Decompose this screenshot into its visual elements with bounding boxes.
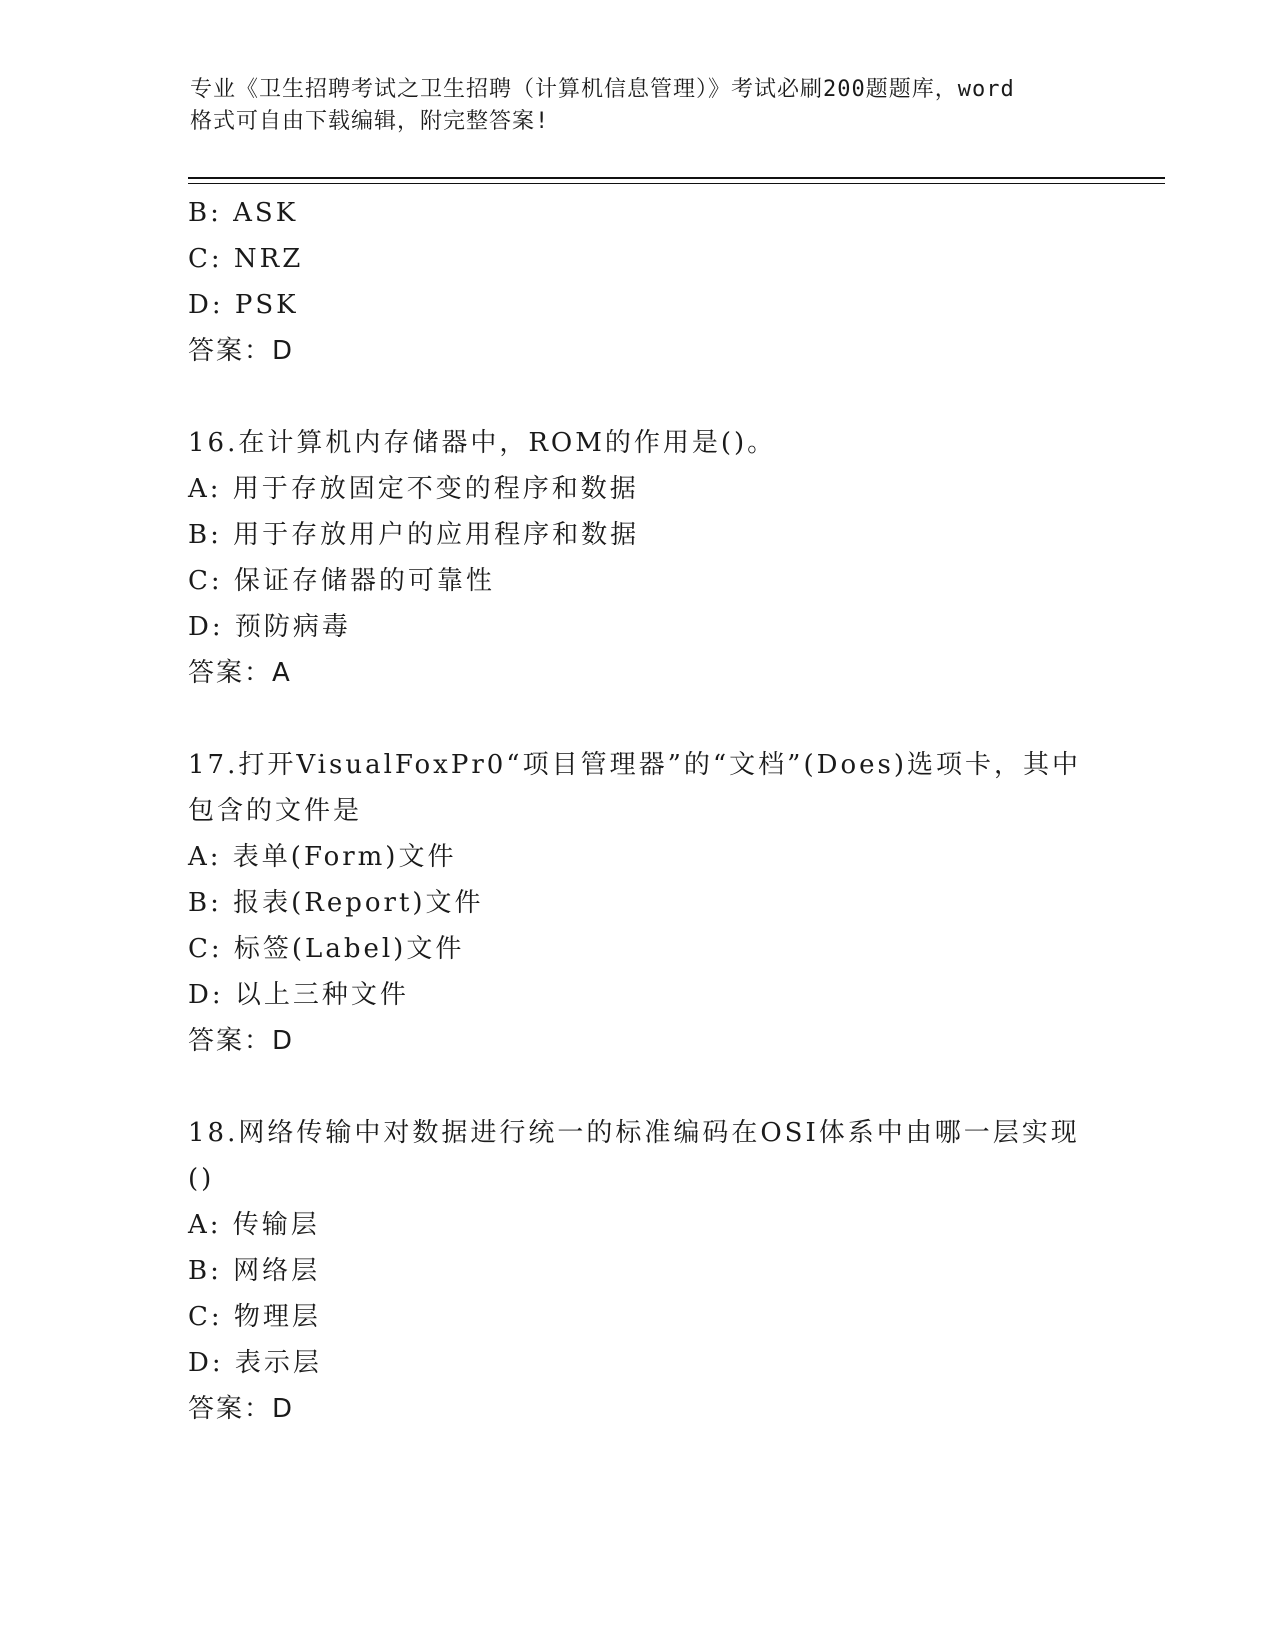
spacer (188, 374, 1088, 420)
option-d: D: 表示层 (188, 1348, 322, 1378)
header-rule-thick (188, 177, 1165, 179)
option-b: B: 报表(Report)文件 (188, 888, 484, 918)
question-18 (188, 1110, 1088, 1432)
spacer (188, 1064, 1088, 1110)
answer: 答案：A (188, 658, 292, 688)
option-b: B: ASK (188, 198, 299, 228)
spacer (188, 696, 1088, 742)
option-a: A: 表单(Form)文件 (188, 842, 457, 872)
question-17 (188, 742, 1088, 1064)
answer: 答案：D (188, 336, 295, 366)
option-c: C: 物理层 (188, 1302, 321, 1332)
option-b: B: 网络层 (188, 1256, 321, 1286)
option-c: C: 标签(Label)文件 (188, 934, 465, 964)
question-16 (188, 420, 1088, 696)
header-line-1: 专业《卫生招聘考试之卫生招聘（计算机信息管理）》考试必刷200题题库，word (190, 77, 1015, 102)
answer: 答案：D (188, 1026, 295, 1056)
header-line-2: 格式可自由下载编辑，附完整答案! (190, 109, 550, 134)
option-b: B: 用于存放用户的应用程序和数据 (188, 520, 640, 550)
question-list (188, 190, 1088, 1432)
question-stem-line-2: () (188, 1164, 215, 1194)
question-stem-line-2: 包含的文件是 (188, 796, 363, 826)
header-rule-thin (188, 183, 1165, 184)
document-header (190, 74, 1090, 138)
question-stem-line-1: 18.网络传输中对数据进行统一的标准编码在OSI体系中由哪一层实现 (188, 1118, 1080, 1148)
question-15-tail (188, 190, 1088, 374)
option-c: C: NRZ (188, 244, 304, 274)
answer: 答案：D (188, 1394, 295, 1424)
question-stem: 16.在计算机内存储器中，ROM的作用是()。 (188, 428, 777, 458)
option-d: D: PSK (188, 290, 299, 320)
option-d: D: 预防病毒 (188, 612, 351, 642)
question-stem-line-1: 17.打开VisualFoxPr0“项目管理器”的“文档”(Does)选项卡，其中 (188, 750, 1081, 780)
option-c: C: 保证存储器的可靠性 (188, 566, 495, 596)
option-d: D: 以上三种文件 (188, 980, 409, 1010)
option-a: A: 用于存放固定不变的程序和数据 (188, 474, 639, 504)
option-a: A: 传输层 (188, 1210, 320, 1240)
